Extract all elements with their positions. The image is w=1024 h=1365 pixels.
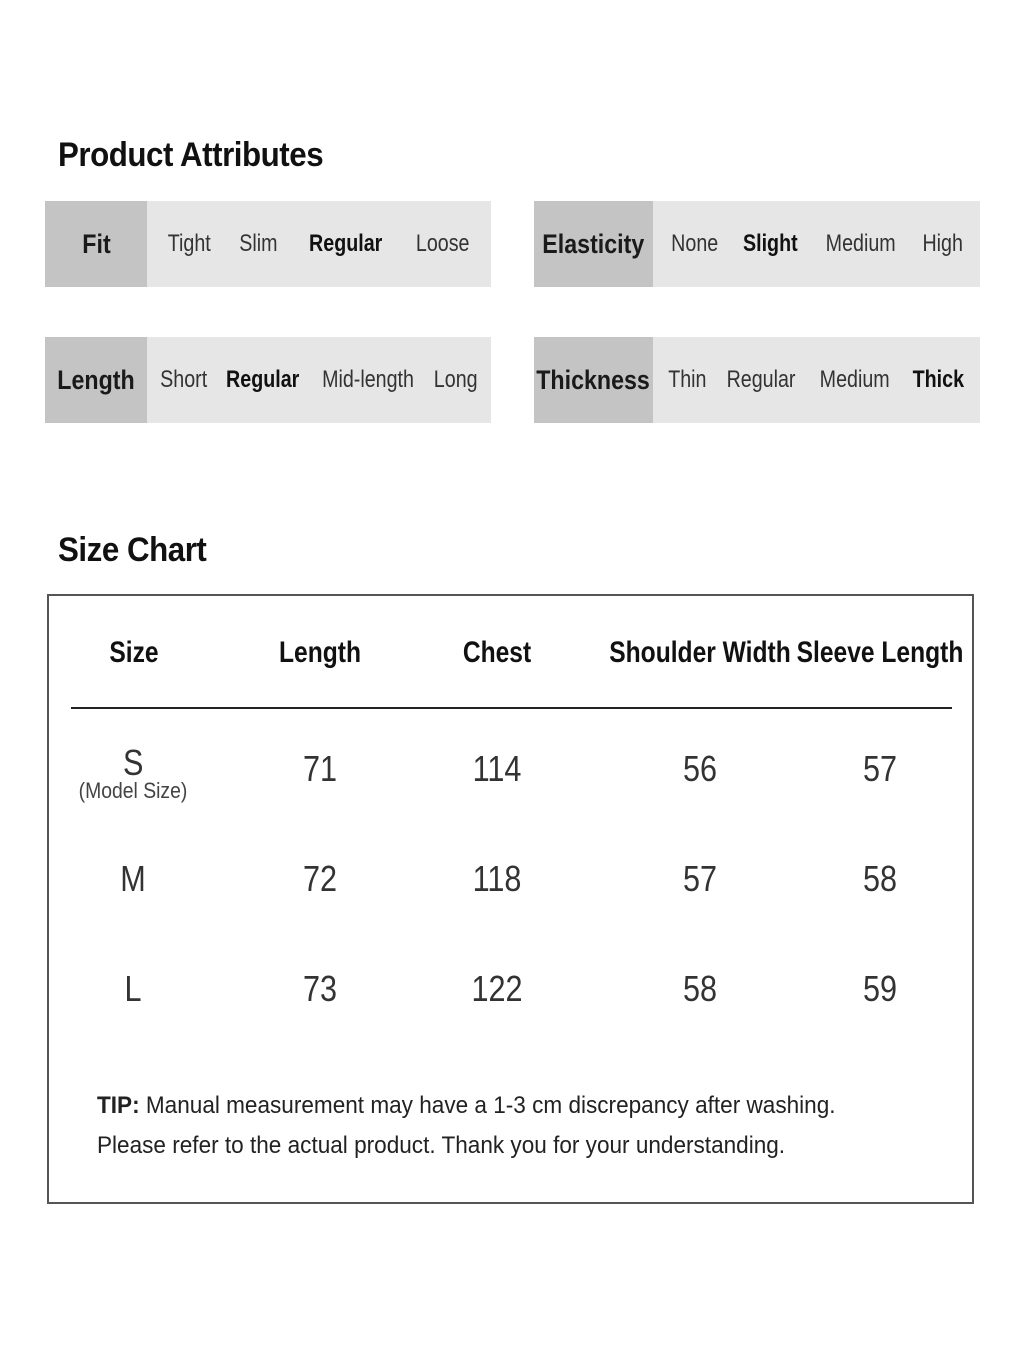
attribute-option: High — [922, 230, 963, 257]
header-divider — [71, 707, 952, 709]
column-header-shoulder-width: Shoulder Width — [609, 636, 791, 669]
length-cell: 71 — [302, 748, 338, 789]
attribute-option: Long — [433, 366, 478, 393]
table-header-row — [49, 636, 972, 696]
shoulder-width-cell: 58 — [682, 968, 718, 1009]
column-header-size: Size — [109, 636, 159, 669]
size-cell: M — [120, 858, 146, 899]
size-cell: S (Model Size) — [71, 742, 194, 804]
attribute-option: Regular — [726, 366, 796, 393]
measurement-tip — [97, 1086, 917, 1166]
attribute-row-length — [45, 337, 491, 423]
sleeve-length-cell: 57 — [862, 748, 898, 789]
attribute-option: Slim — [238, 230, 278, 257]
chest-cell: 114 — [472, 748, 522, 789]
attribute-options — [147, 201, 491, 287]
product-attributes-title: Product Attributes — [58, 136, 324, 174]
attribute-option-selected: Slight — [743, 230, 799, 257]
shoulder-width-cell: 56 — [682, 748, 718, 789]
attribute-option: Mid-length — [322, 366, 415, 393]
size-chart-title: Size Chart — [58, 531, 207, 569]
sleeve-length-cell: 59 — [862, 968, 898, 1009]
attribute-option: Medium — [820, 366, 891, 393]
attribute-option: Loose — [415, 230, 470, 257]
column-header-length: Length — [279, 636, 361, 669]
table-row — [49, 858, 972, 918]
column-header-sleeve-length: Sleeve Length — [796, 636, 964, 669]
attribute-options — [653, 201, 980, 287]
attribute-options — [147, 337, 491, 423]
chest-cell: 122 — [471, 968, 523, 1009]
attribute-option: Tight — [167, 230, 211, 257]
column-header-chest: Chest — [462, 636, 532, 669]
attribute-row-thickness — [534, 337, 980, 423]
attribute-options — [653, 337, 980, 423]
size-chart-table — [47, 594, 974, 1204]
length-cell: 73 — [302, 968, 338, 1009]
attribute-label: Fit — [45, 201, 147, 287]
shoulder-width-cell: 57 — [682, 858, 718, 899]
attribute-label: Length — [45, 337, 147, 423]
attribute-option-selected: Regular — [308, 230, 383, 257]
attribute-option-selected: Thick — [912, 366, 964, 393]
table-row — [49, 968, 972, 1028]
length-cell: 72 — [302, 858, 338, 899]
attribute-option: None — [671, 230, 719, 257]
attribute-option: Thin — [667, 366, 707, 393]
size-cell: L — [124, 968, 142, 1009]
tip-text-line-1: Manual measurement may have a 1-3 cm discrepancy after washing. — [145, 1092, 836, 1119]
attribute-option: Short — [160, 366, 208, 393]
chest-cell: 118 — [472, 858, 522, 899]
attribute-option-selected: Regular — [225, 366, 300, 393]
attribute-row-elasticity — [534, 201, 980, 287]
attribute-row-fit — [45, 201, 491, 287]
attribute-option: Medium — [825, 230, 896, 257]
sleeve-length-cell: 58 — [862, 858, 898, 899]
table-row — [49, 742, 972, 802]
tip-text-line-2: Please refer to the actual product. Thank you for your understanding. — [97, 1132, 786, 1159]
tip-label: TIP: — [97, 1092, 140, 1119]
attribute-label: Thickness — [534, 337, 653, 423]
attribute-label: Elasticity — [534, 201, 653, 287]
model-size-note: (Model Size) — [78, 778, 188, 803]
